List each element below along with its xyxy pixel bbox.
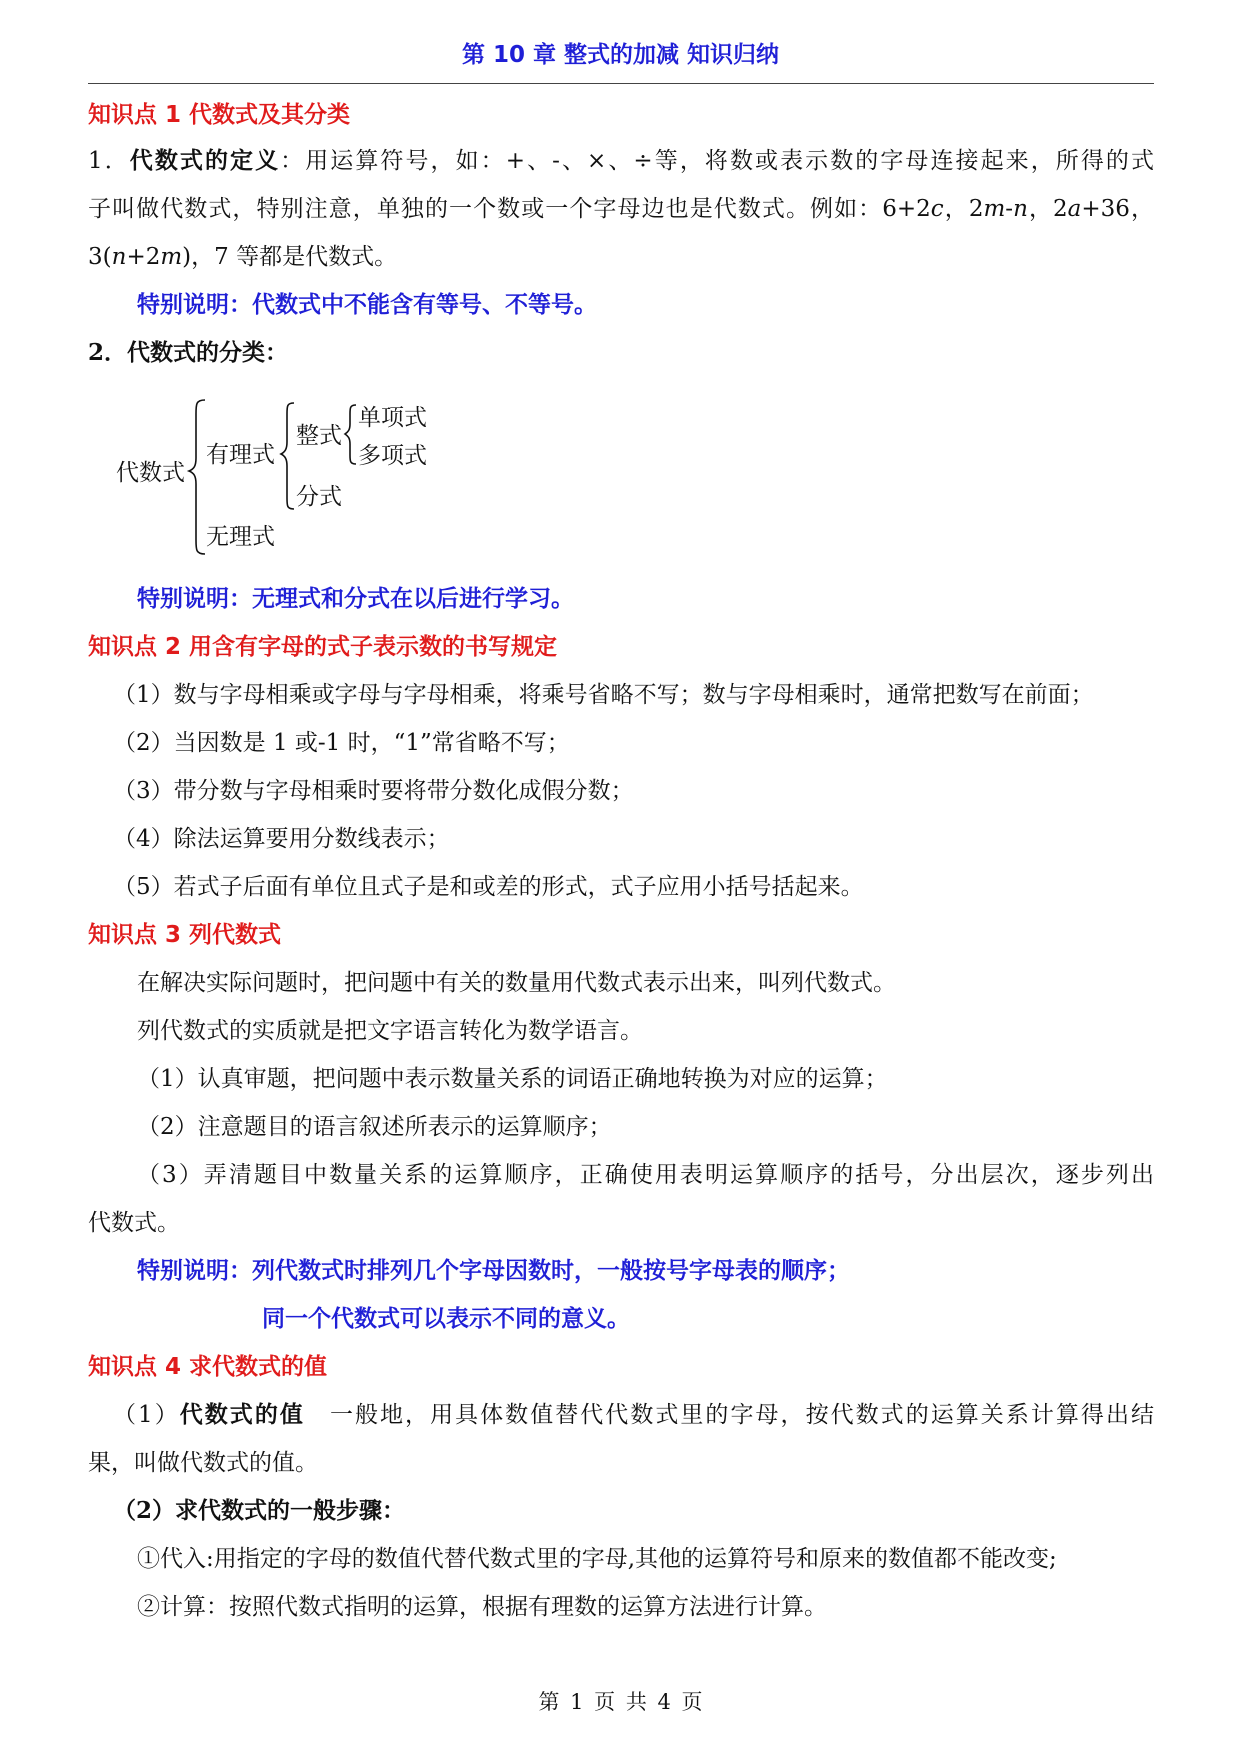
- var-n: n: [1013, 196, 1028, 222]
- section-4-item-1-cont: 果，叫做代数式的值。: [88, 1450, 318, 1476]
- definition-text-2-end: +36，: [1081, 196, 1154, 222]
- var-c: c: [930, 196, 944, 222]
- sep-2: ，2: [1027, 196, 1068, 222]
- item-1-text: 一般地，用具体数值替代代数式里的字母，按代数式的运算关系计算得出结: [304, 1402, 1155, 1428]
- minus-sign: -: [1005, 196, 1014, 222]
- section-3-paragraph-1: 在解决实际问题时，把问题中有关的数量用代数式表示出来，叫列代数式。: [137, 970, 896, 996]
- var-m-2: m: [160, 244, 183, 270]
- classification-title: 2．代数式的分类：: [88, 339, 289, 366]
- definition-text-2: 子叫做代数式，特别注意，单独的一个数或一个字母边也是代数式。例如：6+2: [88, 196, 931, 222]
- definition-number: 1．: [88, 148, 130, 174]
- section-3-paragraph-2: 列代数式的实质就是把文字语言转化为数学语言。: [137, 1018, 643, 1044]
- section-4-item-1: [113, 1400, 1154, 1430]
- section-3-step-1: （1）认真审题，把问题中表示数量关系的词语正确地转换为对应的运算；: [137, 1066, 888, 1092]
- section-1-note-1: 特别说明：代数式中不能含有等号、不等号。: [137, 292, 597, 318]
- var-a: a: [1067, 196, 1082, 222]
- tree-rational-label: 有理式: [206, 442, 275, 468]
- tree-integral-label: 整式: [296, 423, 342, 449]
- section-3-step-3: （3）弄清题目中数量关系的运算顺序，正确使用表明运算顺序的括号，分出层次，逐步列出: [137, 1162, 1154, 1188]
- definition-text-3: )，7 等都是代数式。: [182, 244, 398, 270]
- integral-brace: [345, 405, 356, 464]
- section-3-note-2: 同一个代数式可以表示不同的意义。: [262, 1306, 630, 1332]
- section-4-step-2: ②计算：按照代数式指明的运算，根据有理数的运算方法进行计算。: [137, 1594, 827, 1620]
- section-1-title: 知识点 1 代数式及其分类: [88, 102, 351, 128]
- definition-term: 代数式的定义: [129, 147, 281, 174]
- definition-text-1: ：用运算符号，如：+、-、×、÷等，将数或表示数的字母连接起来，所得的式: [280, 148, 1154, 174]
- document-title: 第 10 章 整式的加减 知识归纳: [461, 42, 780, 68]
- tree-polynomial-label: 多项式: [358, 443, 427, 469]
- section-3-step-3-cont: 代数式。: [88, 1210, 180, 1236]
- section-4-item-2-title: （2）求代数式的一般步骤：: [113, 1497, 406, 1524]
- rule-item-5: （5）若式子后面有单位且式子是和或差的形式，式子应用小括号括起来。: [113, 874, 864, 900]
- expr-plus: +2: [126, 244, 161, 270]
- section-3-step-2: （2）注意题目的语言叙述所表示的运算顺序；: [137, 1114, 612, 1140]
- section-3-note-1: 特别说明：列代数式时排列几个字母因数时，一般按号字母表的顺序；: [137, 1258, 850, 1284]
- tree-root-label: 代数式: [116, 460, 185, 486]
- var-m: m: [983, 196, 1006, 222]
- sep-1: ，2: [943, 196, 984, 222]
- page-footer: 第 1 页 共 4 页: [538, 1690, 703, 1714]
- section-3-title: 知识点 3 列代数式: [88, 922, 282, 948]
- section-2-title: 知识点 2 用含有字母的式子表示数的书写规定: [88, 634, 558, 660]
- item-1-term: 代数式的值: [179, 1401, 305, 1428]
- section-1-note-2: 特别说明：无理式和分式在以后进行学习。: [137, 586, 574, 612]
- expr-open: 3(: [88, 244, 112, 270]
- item-1-number: （1）: [113, 1402, 180, 1428]
- root-brace: [189, 400, 205, 554]
- rule-item-1: （1）数与字母相乘或字母与字母相乘，将乘号省略不写；数与字母相乘时，通常把数写在前面；: [113, 682, 1094, 708]
- tree-fractional-label: 分式: [296, 484, 342, 510]
- tree-irrational-label: 无理式: [206, 524, 275, 550]
- rule-item-2: （2）当因数是 1 或-1 时，“1”常省略不写；: [113, 730, 570, 756]
- var-n-2: n: [111, 244, 127, 270]
- tree-monomial-label: 单项式: [358, 405, 427, 431]
- rule-item-3: （3）带分数与字母相乘时要将带分数化成假分数；: [113, 778, 634, 804]
- section-4-title: 知识点 4 求代数式的值: [88, 1354, 328, 1380]
- rational-brace: [281, 403, 294, 509]
- rule-item-4: （4）除法运算要用分数线表示；: [113, 826, 450, 852]
- section-4-step-1: ①代入:用指定的字母的数值代替代数式里的字母,其他的运算符号和原来的数值都不能改变;: [137, 1546, 1057, 1572]
